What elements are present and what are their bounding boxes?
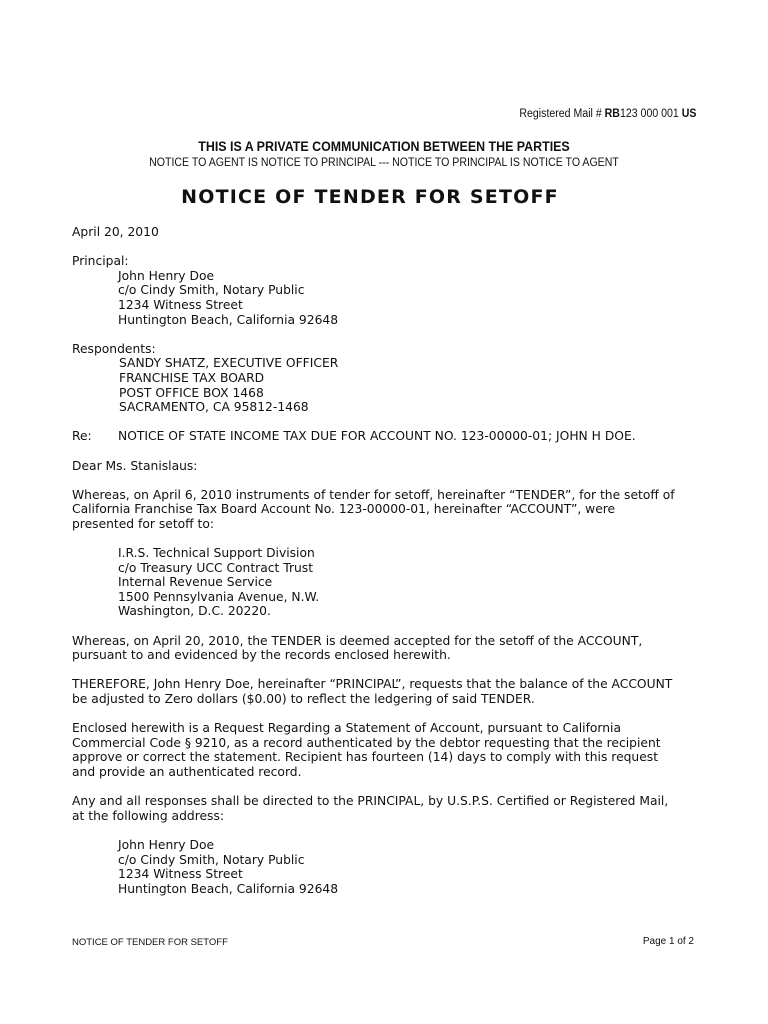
page-number: Page 1 of 2 — [642, 936, 694, 947]
text-line: presented for setoff to: — [72, 516, 215, 531]
text-line: be adjusted to Zero dollars ($0.00) to reflect the ledgering of said TENDER. — [72, 692, 535, 706]
text-line: I.R.S. Technical Support Division — [118, 546, 315, 561]
footer-title: NOTICE OF TENDER FOR SETOFF — [72, 937, 228, 948]
text-line: John Henry Doe — [118, 268, 215, 283]
return-address — [72, 838, 712, 896]
text-line: POST OFFICE BOX 1468 — [119, 385, 264, 400]
text-line: Huntington Beach, California 92648 — [118, 312, 339, 327]
text-line: and provide an authenticated record. — [72, 764, 302, 779]
text-line: Washington, D.C. 20220. — [118, 604, 271, 619]
text-line: SANDY SHATZ, EXECUTIVE OFFICER — [119, 356, 339, 371]
paragraph-responses — [72, 794, 712, 823]
text-line: pursuant to and evidenced by the records enclosed herewith. — [72, 648, 451, 663]
text-line: California Franchise Tax Board Account No. 123-00000-01, hereinafter “ACCOUNT”, were — [72, 502, 616, 517]
respondent-address — [72, 356, 712, 414]
text-line: Commercial Code § 9210, as a record authenticated by the debtor requesting that the recipient — [72, 735, 661, 750]
paragraph-tender — [72, 488, 712, 532]
text-line: 1234 Witness Street — [118, 867, 243, 882]
respondents-label: Respondents: — [72, 341, 156, 356]
registered-mail-label: Registered Mail # — [518, 108, 605, 120]
paragraph-therefore — [72, 677, 712, 706]
agent-notice-line: NOTICE TO AGENT IS NOTICE TO PRINCIPAL --- NOTICE TO PRINCIPAL IS NOTICE TO AGENT — [149, 157, 619, 169]
registered-mail-suffix: US — [681, 108, 696, 120]
text-line: FRANCHISE TAX BOARD — [119, 370, 265, 385]
text-line: 1500 Pennsylvania Avenue, N.W. — [118, 589, 320, 604]
text-line: THEREFORE, John Henry Doe, hereinafter “PRINCIPAL”, requests that the balance of the ACCOUNT — [72, 677, 673, 692]
paragraph-accepted — [72, 634, 712, 663]
text-line: Whereas, on April 20, 2010, the TENDER is deemed accepted for the setoff of the ACCOUNT, — [72, 633, 643, 648]
text-line: Huntington Beach, California 92648 — [118, 881, 339, 896]
re-line — [72, 429, 712, 444]
irs-address — [72, 546, 712, 619]
text-line: c/o Cindy Smith, Notary Public — [118, 283, 305, 298]
letter-date: April 20, 2010 — [72, 225, 159, 239]
principal-label: Principal: — [72, 254, 129, 269]
text-line: c/o Cindy Smith, Notary Public — [118, 852, 305, 867]
text-line: Any and all responses shall be directed to the PRINCIPAL, by U.S.P.S. Certified or Registered Mail, — [72, 794, 669, 809]
text-line: John Henry Doe — [118, 837, 215, 852]
salutation: Dear Ms. Stanislaus: — [72, 458, 198, 473]
registered-mail-digits: 123 000 001 — [619, 108, 679, 120]
text-line: 1234 Witness Street — [118, 297, 243, 312]
principal-address — [72, 269, 712, 327]
re-label: Re: — [72, 429, 92, 444]
text-line: Enclosed herewith is a Request Regarding a Statement of Account, pursuant to California — [72, 721, 622, 736]
letter-body — [72, 225, 712, 896]
text-line: c/o Treasury UCC Contract Trust — [118, 560, 314, 575]
registered-mail-prefix: RB — [604, 108, 620, 120]
text-line: Whereas, on April 6, 2010 instruments of tender for setoff, hereinafter “TENDER”, for the setoff of — [72, 487, 675, 502]
registered-mail-number — [519, 108, 696, 120]
re-subject: NOTICE OF STATE INCOME TAX DUE FOR ACCOUNT NO. 123-00000-01; JOHN H DOE. — [118, 429, 636, 444]
text-line: Internal Revenue Service — [118, 575, 273, 590]
paragraph-enclosed — [72, 721, 712, 779]
document-title: NOTICE OF TENDER FOR SETOFF — [181, 186, 559, 208]
text-line: SACRAMENTO, CA 95812-1468 — [119, 400, 309, 415]
text-line: approve or correct the statement. Recipient has fourteen (14) days to comply with this request — [72, 750, 659, 765]
text-line: at the following address: — [72, 808, 224, 823]
private-communication-heading: THIS IS A PRIVATE COMMUNICATION BETWEEN THE PARTIES — [198, 139, 570, 154]
